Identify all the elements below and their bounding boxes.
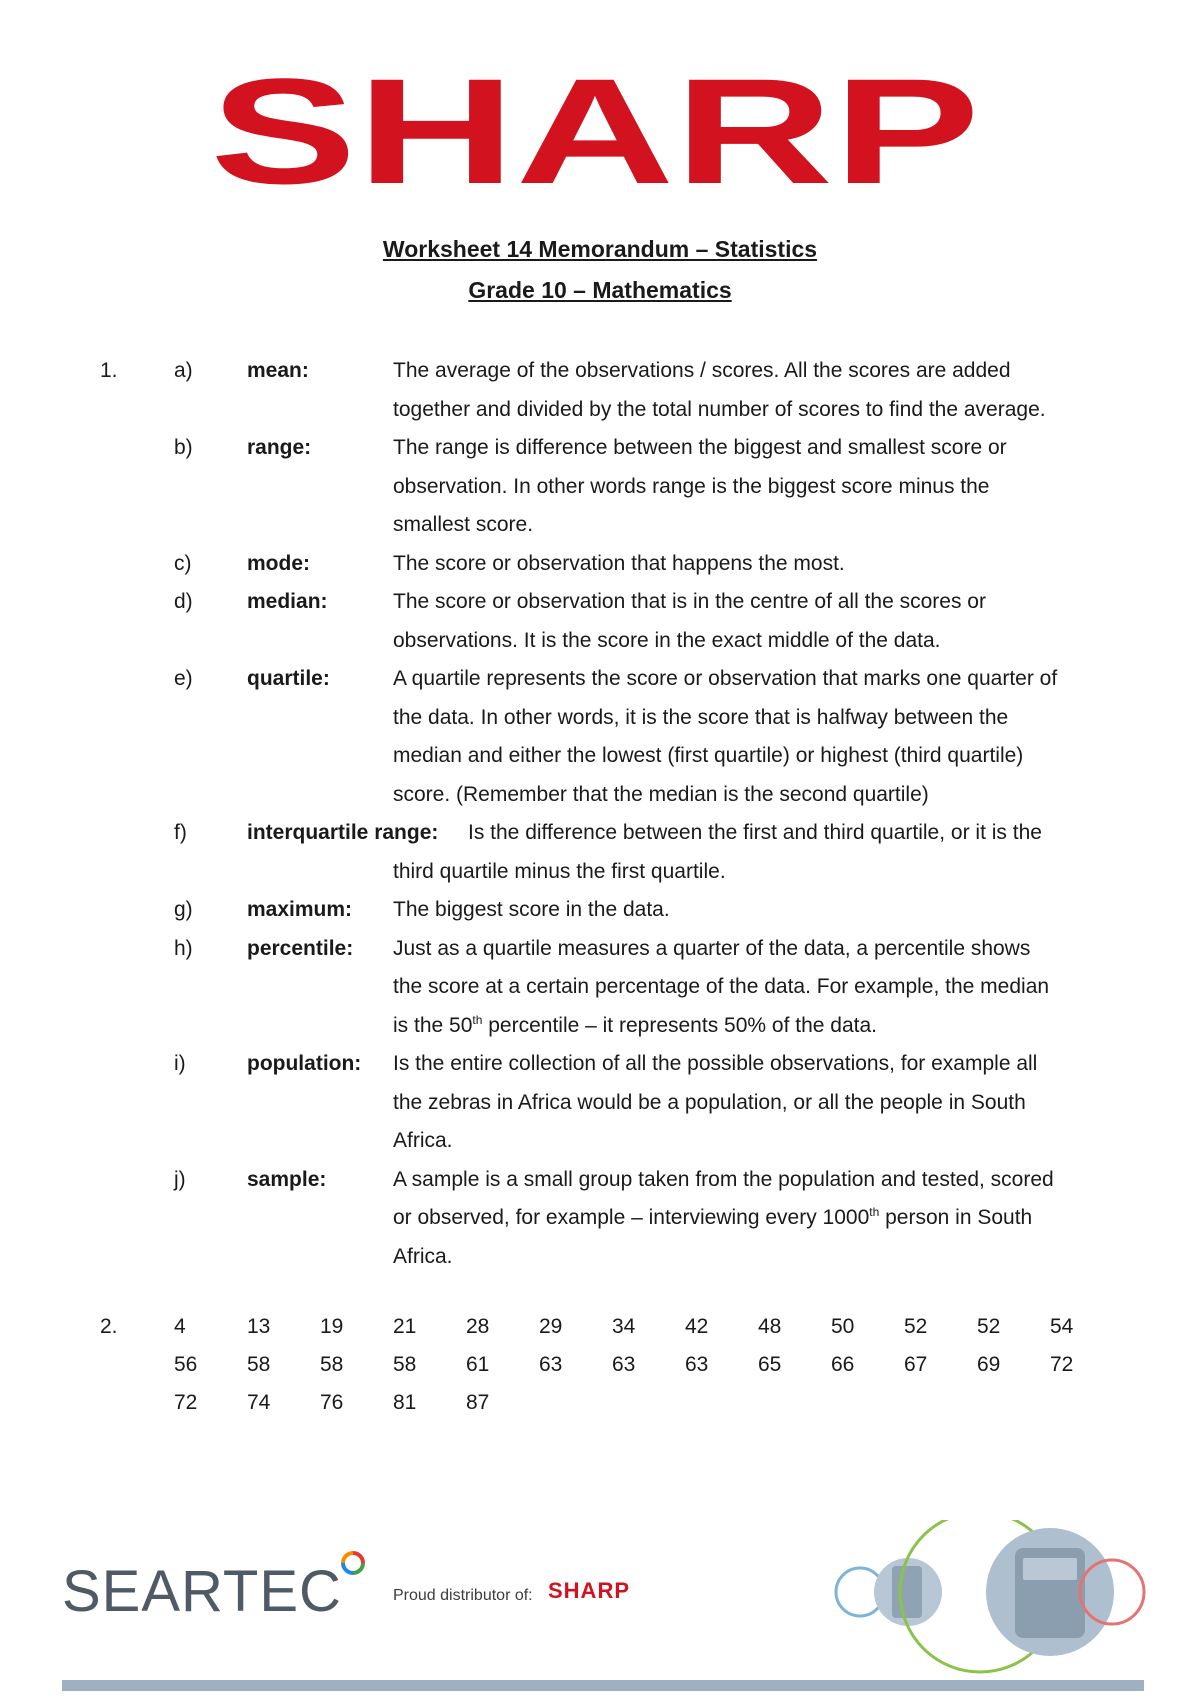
data-value: 13 (247, 1315, 271, 1338)
data-value: 72 (174, 1391, 198, 1414)
footer (0, 1520, 1200, 1698)
page-subtitle: Grade 10 – Mathematics (468, 277, 732, 303)
footer-bar (62, 1680, 1144, 1691)
data-value: 21 (393, 1315, 417, 1338)
data-value: 56 (174, 1353, 198, 1376)
data-value: 72 (1050, 1353, 1074, 1376)
definition-item: c) mode: The score or observation that happens the most. (0, 545, 1200, 584)
term-sample: sample: (247, 1167, 327, 1191)
question-number: 2. (100, 1315, 118, 1338)
data-value: 63 (685, 1353, 709, 1376)
definitions-list (0, 352, 1200, 1276)
data-table (0, 1315, 1200, 1429)
data-value: 34 (612, 1315, 636, 1338)
definition-item: i) population: Is the entire collection of all the possible observations, for example all the zebras in Africa would be a population, or all the people in South Africa. (0, 1045, 1200, 1161)
data-value: 63 (612, 1353, 636, 1376)
term-quartile: quartile: (247, 667, 330, 690)
data-value: 65 (758, 1353, 782, 1376)
data-value: 28 (466, 1315, 490, 1338)
term-mode: mode: (247, 551, 310, 575)
data-value: 29 (539, 1315, 563, 1338)
data-value: 19 (320, 1315, 344, 1338)
definition-item: 1. a) mean: The average of the observations / scores. All the scores are added together and divided by the total number of scores to find the average. (0, 352, 1200, 429)
term-range: range: (247, 436, 312, 459)
data-value: 50 (831, 1315, 855, 1338)
data-value: 42 (685, 1315, 709, 1338)
definition-item: g) maximum: The biggest score in the data. (0, 891, 1200, 930)
question-number: 1. (100, 359, 118, 382)
term-interquartile-range: interquartile range: (247, 821, 439, 844)
definition-item: e) quartile: A quartile represents the score or observation that marks one quarter of the data. In other words, it is the score that is halfway between the median and either the lowest (first quartile) or highest (third quartile) score. (Remember that the median is the second quartile) (0, 660, 1200, 814)
definition-item: h) percentile: Just as a quartile measures a quarter of the data, a percentile shows the score at a certain percentage of the data. For example, the median is the 50th percentile – it represents 50% of the data. (0, 930, 1200, 1046)
calculator-circles-graphic (830, 1520, 1150, 1680)
data-value: 52 (904, 1315, 928, 1338)
data-row (0, 1391, 1200, 1429)
data-value: 87 (466, 1391, 490, 1414)
definition-item: d) median: The score or observation that is in the centre of all the scores or observations. It is the score in the exact middle of the data. (0, 583, 1200, 660)
data-value: 58 (247, 1353, 271, 1376)
data-value: 61 (466, 1353, 490, 1376)
data-value: 76 (320, 1391, 344, 1414)
page-title: Worksheet 14 Memorandum – Statistics (382, 236, 818, 262)
definition-item: j) sample: A sample is a small group taken from the population and tested, scored or observed, for example – interviewing every 1000th person in South Africa. (0, 1161, 1200, 1277)
data-value: 66 (831, 1353, 855, 1376)
data-value: 4 (174, 1315, 186, 1338)
data-value: 58 (320, 1353, 344, 1376)
data-value: 52 (977, 1315, 1001, 1338)
data-value: 81 (393, 1391, 417, 1414)
term-population: population: (247, 1052, 362, 1075)
data-value: 69 (977, 1353, 1001, 1376)
term-percentile: percentile: (247, 936, 354, 960)
tagline: Proud distributor of: (393, 1587, 533, 1604)
data-row (0, 1353, 1200, 1391)
seartec-logo-icon (340, 1550, 366, 1576)
data-value: 67 (904, 1353, 928, 1376)
sharp-logo (205, 75, 985, 195)
data-value: 58 (393, 1353, 417, 1376)
term-maximum: maximum: (247, 898, 353, 921)
definition-item: f) interquartile range: Is the difference between the first and third quartile, or it is the third quartile minus the first quartile. (0, 814, 1200, 891)
term-median: median: (247, 590, 328, 613)
data-value: 74 (247, 1391, 271, 1414)
data-value: 63 (539, 1353, 563, 1376)
data-value: 48 (758, 1315, 782, 1338)
question2-data (0, 1315, 1200, 1429)
data-row (0, 1315, 1200, 1353)
sharp-logo-text: SHARP (210, 75, 980, 195)
term-mean: mean: (247, 359, 309, 382)
seartec-logo: SEARTEC (62, 1559, 342, 1624)
sharp-brand-small: SHARP (548, 1578, 631, 1603)
data-value: 54 (1050, 1315, 1074, 1338)
definition-item: b) range: The range is difference between the biggest and smallest score or observation. In other words range is the biggest score minus the smallest score. (0, 429, 1200, 545)
